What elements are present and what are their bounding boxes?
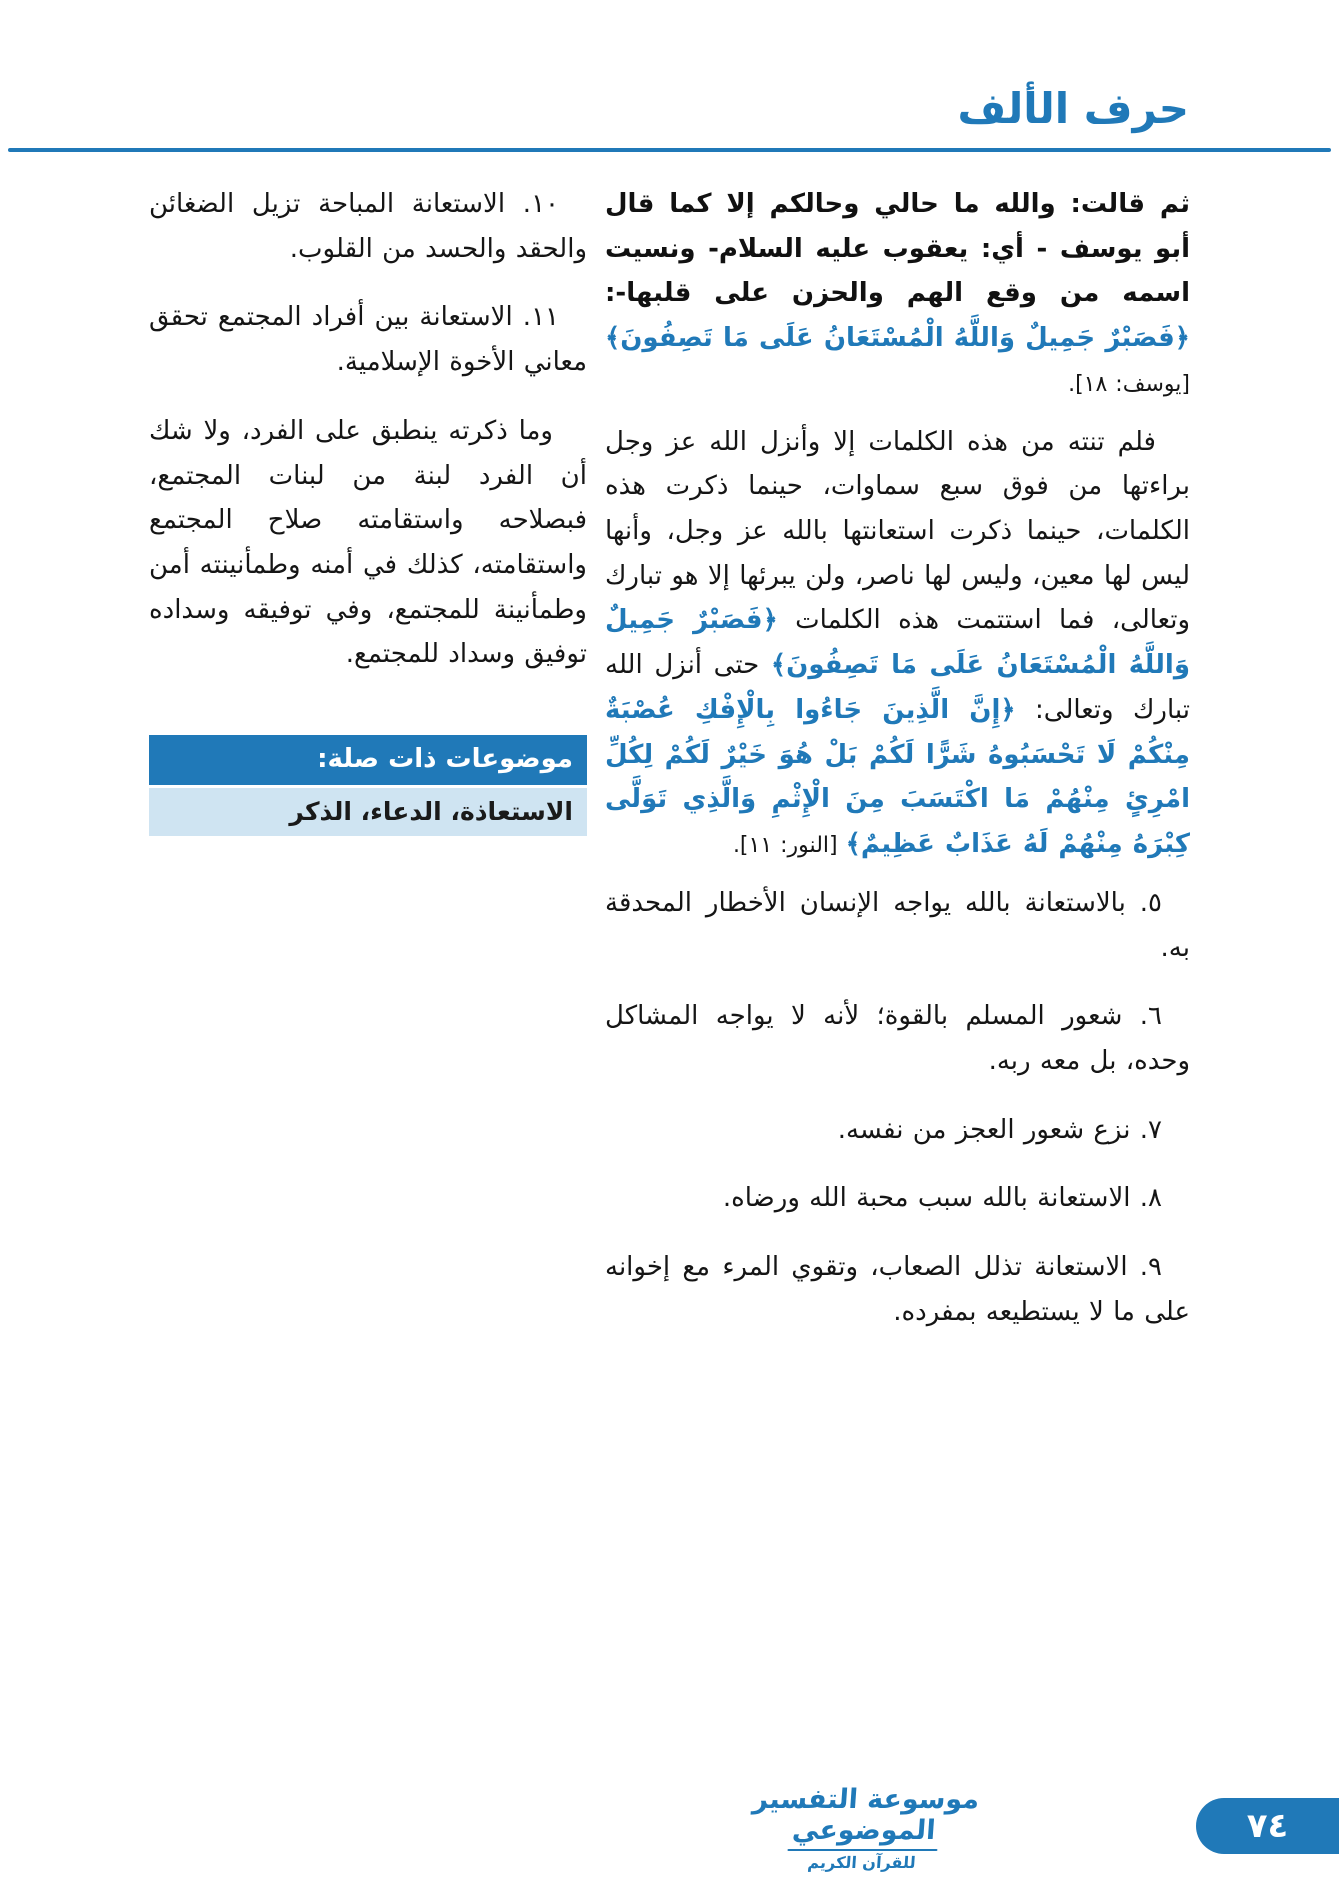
left-column-text bbox=[149, 182, 587, 677]
left-column bbox=[149, 182, 587, 836]
page-header-title: حرف الألف bbox=[957, 84, 1189, 133]
text-segment: وما ذكرته ينطبق على الفرد، ولا شك أن الفرد لبنة من لبنات المجتمع، فبصلاحه واستقامته صلاح المجتمع واستقامته، كذلك في أمنه وطمأنينته أمن وطمأنينة للمجتمع، وفي توفيقه وسداده توفيق وسداد للمجتمع. bbox=[149, 415, 587, 670]
text-segment: ٩. الاستعانة تذلل الصعاب، وتقوي المرء مع إخوانه على ما لا يستطيعه بمفرده. bbox=[605, 1252, 1190, 1327]
numbered-item-9 bbox=[605, 1245, 1190, 1334]
emblem-divider bbox=[787, 1849, 937, 1851]
related-topics-box bbox=[149, 735, 587, 836]
text-segment: ١١. الاستعانة بين أفراد المجتمع تحقق معاني الأخوة الإسلامية. bbox=[149, 302, 587, 378]
text-segment: ١٠. الاستعانة المباحة تزيل الضغائن والحقد والحسد من القلوب. bbox=[149, 189, 587, 264]
text-segment: ٦. شعور المسلم بالقوة؛ لأنه لا يواجه المشاكل وحده، بل معه ربه. bbox=[605, 1001, 1190, 1076]
text-segment: فلم تنته من هذه الكلمات إلا وأنزل الله عز وجل براءتها من فوق سبع سماوات، حينما ذكرت هذه الكلمات، حينما ذكرت استعانتها بالله عز وجل، وأنها ليس لها معين، وليس لها ناصر، ولن يبرئها إلا هو تبارك وتعالى، فما استتمت هذه الكلمات bbox=[605, 426, 1190, 636]
numbered-item-10 bbox=[149, 182, 587, 271]
numbered-item-5 bbox=[605, 881, 1190, 970]
emblem-subtitle: للقرآن الكريم bbox=[806, 1853, 917, 1872]
quran-verse: ﴿فَصَبْرٌ جَمِيلٌ وَاللَّهُ الْمُسْتَعَانُ عَلَى مَا تَصِفُونَ﴾ bbox=[605, 323, 1190, 354]
publisher-emblem bbox=[716, 1784, 1012, 1872]
header-divider bbox=[8, 148, 1331, 152]
quran-verse: ﴿فَصَبْرٌ جَمِيلٌ وَاللَّهُ الْمُسْتَعَانُ عَلَى مَا تَصِفُونَ﴾ bbox=[605, 605, 1190, 681]
numbered-item-6 bbox=[605, 994, 1190, 1083]
page-number-badge bbox=[1196, 1798, 1339, 1854]
text-segment: ٧. نزع شعور العجز من نفسه. bbox=[837, 1114, 1162, 1145]
numbered-item-7 bbox=[605, 1108, 1190, 1153]
emblem-title: موسوعة التفسير الموضوعي bbox=[751, 1784, 981, 1846]
text-segment: ٨. الاستعانة بالله سبب محبة الله ورضاه. bbox=[722, 1183, 1162, 1214]
text-segment: ثم قالت: والله ما حالي وحالكم إلا كما قال أبو يوسف - أي: يعقوب عليه السلام- ونسيت اسمه من وقع الهم والحزن على قلبها-: bbox=[605, 189, 1190, 309]
right-column bbox=[605, 182, 1190, 1359]
numbered-item-8 bbox=[605, 1176, 1190, 1221]
numbered-item-11 bbox=[149, 295, 587, 384]
body-paragraph bbox=[605, 420, 1190, 867]
quran-verse: ﴿إِنَّ الَّذِينَ جَاءُوا بِالْإِفْكِ عُصْبَةٌ مِنْكُمْ لَا تَحْسَبُوهُ شَرًّا لَكُمْ بَلْ هُوَ خَيْرٌ لَكُمْ لِكُلِّ امْرِئٍ مِنْهُمْ مَا اكْتَسَبَ مِنَ الْإِثْمِ وَالَّذِي تَوَلَّى كِبْرَهُ مِنْهُمْ لَهُ عَذَابٌ عَظِيمٌ﴾ bbox=[605, 694, 1190, 860]
intro-paragraph bbox=[605, 182, 1190, 406]
verse-reference: [النور: ١١]. bbox=[732, 833, 846, 859]
related-topics-items-bar: الاستعاذة، الدعاء، الذكر bbox=[149, 788, 587, 836]
page-number: ٧٤ bbox=[1246, 1806, 1289, 1846]
content-columns bbox=[149, 182, 1190, 1359]
text-segment: ٥. بالاستعانة بالله يواجه الإنسان الأخطار المحدقة به. bbox=[605, 887, 1190, 963]
verse-reference: [يوسف: ١٨]. bbox=[1068, 371, 1190, 397]
text-segment: حتى أنزل الله تبارك وتعالى: bbox=[605, 650, 1190, 725]
closing-paragraph bbox=[149, 409, 587, 677]
related-topics-title-bar: موضوعات ذات صلة: bbox=[149, 735, 587, 785]
right-column-text bbox=[605, 182, 1190, 1335]
